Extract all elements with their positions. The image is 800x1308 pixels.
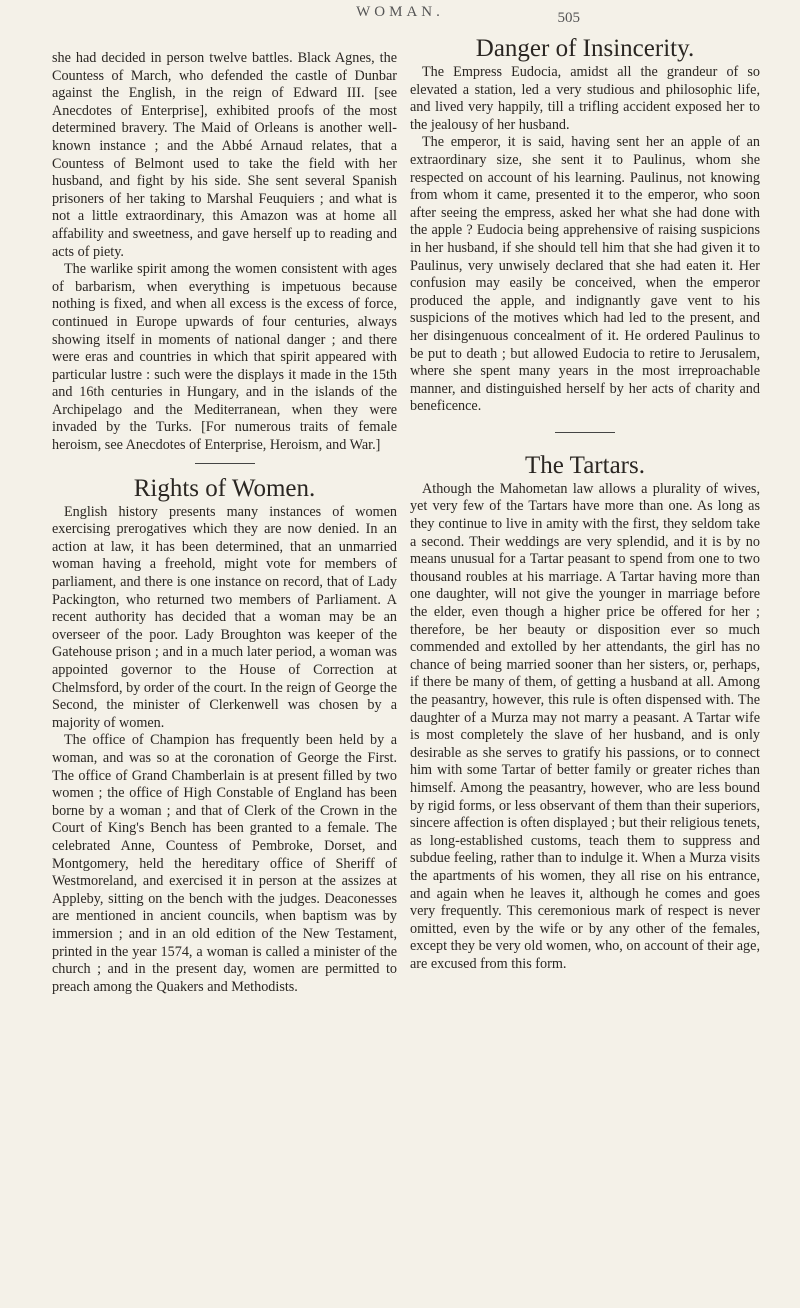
- rights-paragraph-2: The office of Champion has frequently been held by a woman, and was so at the coronation of George the First. The office of Grand Chamberlain is at present filled by two women ; the office of High Constable of England has been borne by a woman ; and that of Clerk of the Crown in the Court of King's Bench has been granted to a female. The celebrated Anne, Countess of Pembroke, Dorset, and Montgomery, held the hereditary office of Sheriff of Westmoreland, and exercised it in person at the assizes at Appleby, sitting on the bench with the judges. Deaconesses are mentioned in ancient councils, when baptism was by immersion ; and in an old edition of the New Testament, printed in the year 1574, a woman is called a minister of the church ; and in the present day, women are permitted to preach among the Quakers and Methodists.: [52, 732, 397, 995]
- section-divider: [555, 432, 615, 433]
- tartars-heading: The Tartars.: [525, 451, 645, 479]
- warlike-paragraph: The warlike spirit among the women consistent with ages of barbarism, when everything is impetuous because nothing is fixed, and when all excess is the excess of force, continued in Europe upwards of four centuries, always showing itself in moments of national danger ; and there were eras and countries in which that spirit appeared with particular lustre : such were the displays it made in the 15th and 16th centuries in Hungary, and in the islands of the Archipelago and the Mediterranean, when they were invaded by the Turks. [For numerous traits of female heroism, see Anecdotes of Enterprise, Heroism, and War.]: [52, 261, 397, 454]
- section-divider: [195, 463, 255, 464]
- left-column: [52, 50, 397, 996]
- danger-heading: Danger of Insincerity.: [475, 35, 695, 62]
- continuation-paragraph: she had decided in person twelve battles. Black Agnes, the Countess of March, who defended the castle of Dunbar against the English, in the reign of Edward III. [see Anecdotes of Enterprise], exhibited proofs of the most determined bravery. The Maid of Orleans is another well-known instance ; and the Abbé Arnaud relates, that a Countess of Belmont used to take the field with her husband, and fight by his side. She sent several Spanish prisoners of her taking to Marshal Feuquiers ; and what is not a little extraordinary, this Amazon was at home all affability and sweetness, and gave herself up to reading and acts of piety.: [52, 50, 397, 260]
- rights-heading: Rights of Women.: [133, 474, 316, 502]
- danger-paragraph-1: The Empress Eudocia, amidst all the grandeur of so elevated a station, led a very studious and philosophic life, and lived very happily, till a trifling accident exposed her to the jealousy of her husband.: [410, 64, 760, 133]
- danger-paragraph-2: The emperor, it is said, having sent her an apple of an extraordinary size, she sent it to Paulinus, whom she respected on account of his learning. Paulinus, not knowing from whom it came, presented it to the emperor, who soon after seeing the empress, asked her what she had done with the apple ? Eudocia being apprehensive of raising suspicions in her husband, if she should tell him that she had given it to Paulinus, very unwisely declared that she had eaten it. Her confusion may easily be conceived, when the emperor produced the apple, and indignantly gave vent to his suspicions of the motives which had led to the present, and her disingenuous concealment of it. He ordered Paulinus to be put to death ; but allowed Eudocia to retire to Jerusalem, where she spent many years in the most irreproachable manner, and distinguished herself by her acts of charity and beneficence.: [410, 134, 760, 415]
- right-column: [410, 34, 760, 974]
- tartars-paragraph: Athough the Mahometan law allows a plurality of wives, yet very few of the Tartars have more than one. As long as they continue to live in amity with the first, they seldom take a second. Their weddings are very splendid, and it is by no means unusual for a Tartar peasant to spend from one to two thousand roubles at his marriage. A Tartar having more than one daughter, will not give the younger in marriage before the elder, even though a higher price be offered for her ; therefore, be her beauty or disposition ever so much commended and extolled by her attendants, the girl has no chance of being married sooner than her sisters, or, perhaps, if there be many of them, of getting a husband at all. Among the peasantry, however, this rule is often dispensed with. The daughter of a Murza may not marry a peasant. A Tartar wife is most completely the slave of her husband, and is only desirable as she serves to gratify his passions, or to connect him with some Tartar of better family or greater riches than himself. Among the peasantry, however, who are less bound by rigid forms, or less observant of them than their superiors, sincere affection is often displayed ; but their religious tenets, as long-established customs, teach them to suppress and subdue feeling, rather than to indulge it. When a Murza visits the apartments of his women, they all rise on his entrance, and again when he leaves it, although he comes and goes very frequently. This ceremonious mark of respect is never omitted, even by the wife or by any other of the females, except they be very old women, who, on account of their age, are excused from this form.: [410, 480, 760, 972]
- running-title: WOMAN.: [356, 4, 444, 20]
- rights-paragraph-1: English history presents many instances of women exercising prerogatives which they are now denied. In an action at law, it has been determined, that an unmarried woman having a freehold, might vote for members of parliament, and there is one instance on record, that of Lady Packington, who returned two members of Parliament. A recent authority has decided that a woman may be an overseer of the poor. Lady Broughton was keeper of the Gatehouse prison ; and in a much later period, a woman was appointed governor to the House of Correction at Chelmsford, by order of the court. In the reign of George the Second, the minister of Clerkenwell was chosen by a majority of women.: [52, 503, 397, 731]
- page-number: 505: [557, 10, 580, 26]
